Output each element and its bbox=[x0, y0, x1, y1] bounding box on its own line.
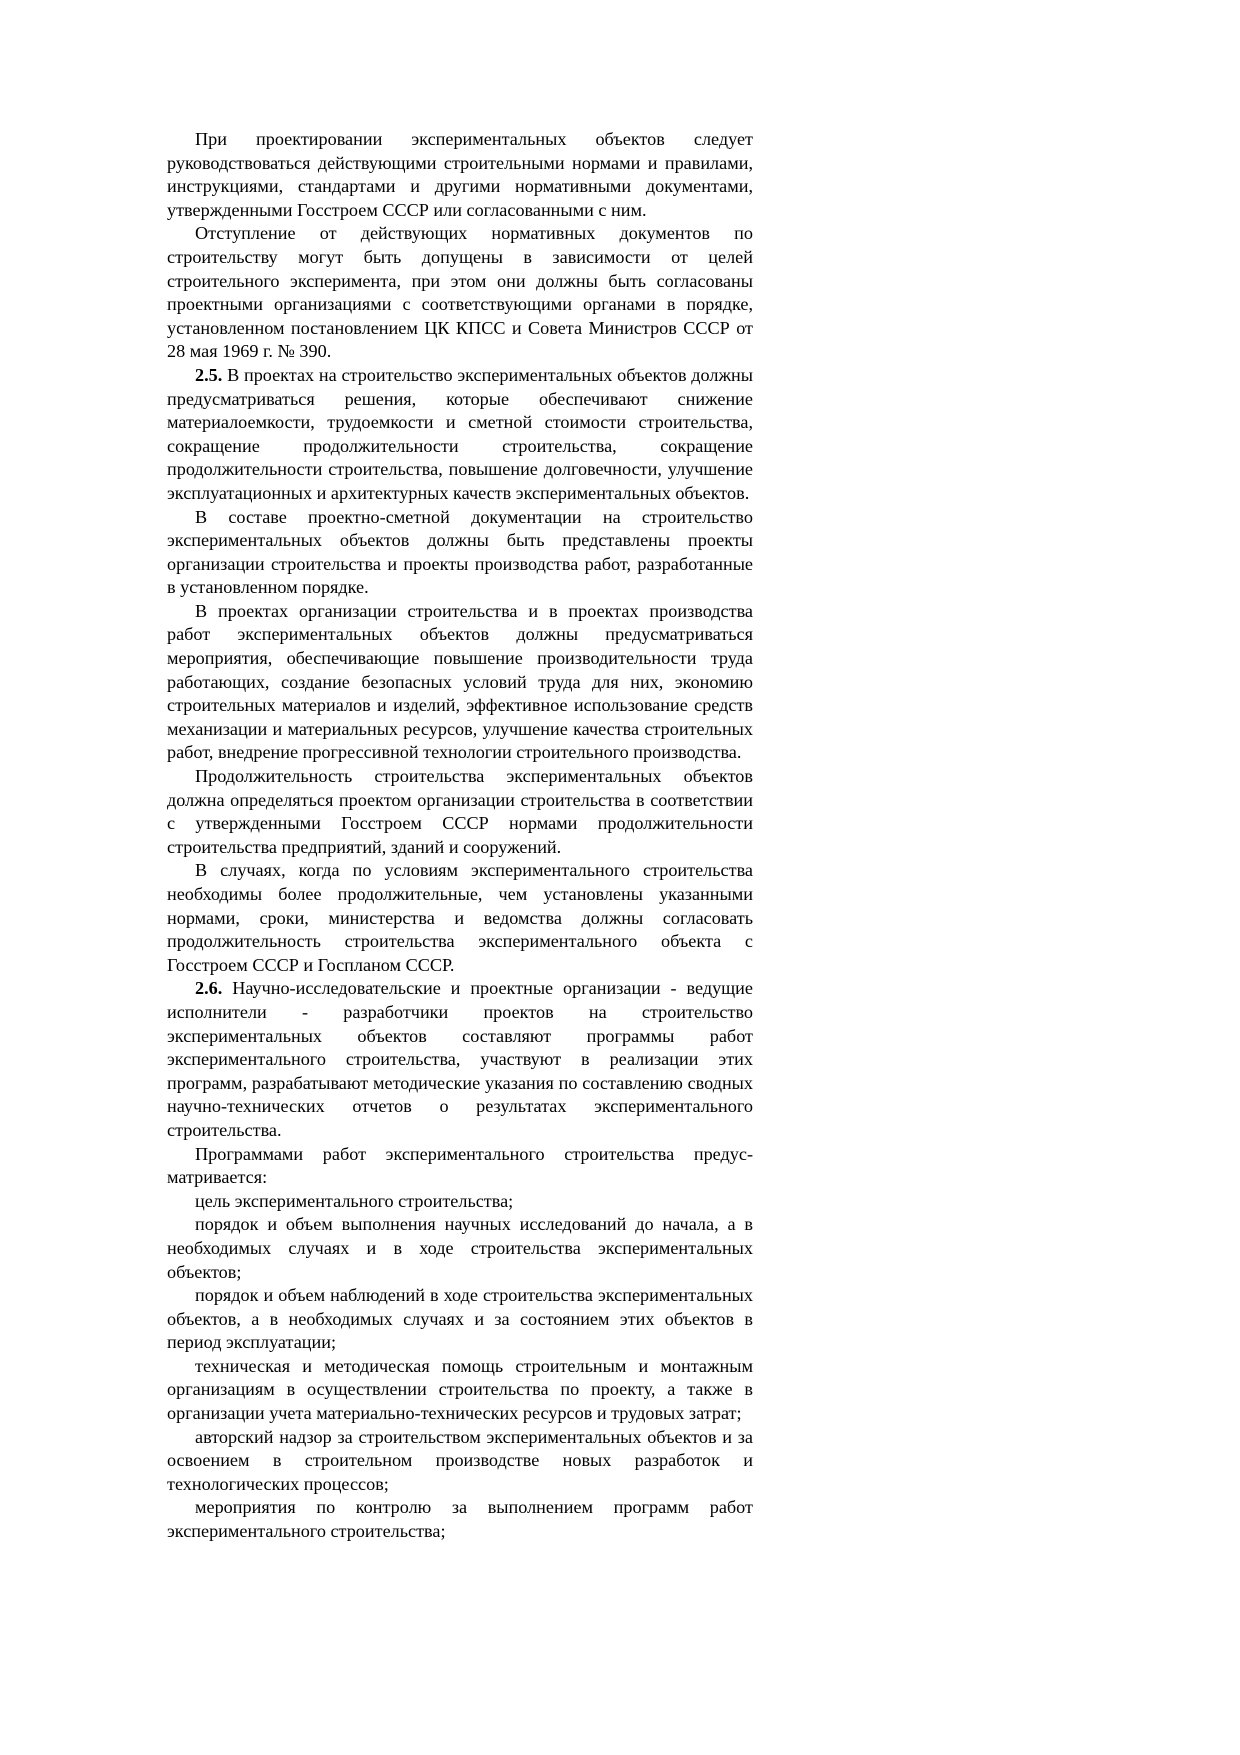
paragraph-text: В составе проектно-сметной документации на строительство экспериментальных объектов должны быть представлены проекты организации строительства и проекты производства работ, разработанные в установленном порядке. bbox=[167, 506, 753, 598]
paragraph bbox=[167, 859, 753, 977]
paragraph-text: Научно-исследовательские и проектные организации - ведущие исполнители - разработчики проектов на строительство экспериментальных объектов составляют программы работ экспериментального строительства, участвуют в реализации этих программ, разрабатывают методические указания по составлению сводных научно-технических отчетов о результатах экспериментального строительства. bbox=[167, 978, 753, 1140]
paragraph-number: 2.6. bbox=[195, 978, 223, 999]
list-item bbox=[167, 1213, 753, 1284]
list-item-text: порядок и объем выполнения научных исследований до начала, а в необходимых случаях и в ходе строительства экспериментальных объектов; bbox=[167, 1214, 753, 1282]
list-item bbox=[167, 1496, 753, 1543]
list-item bbox=[167, 1426, 753, 1497]
paragraph bbox=[167, 600, 753, 765]
paragraph-text: Программами работ экспериментального строительства предусматривается: bbox=[167, 1143, 753, 1188]
list-item-text: авторский надзор за строительством экспериментальных объектов и за освоением в строительном производстве новых разработок и технологических процессов; bbox=[167, 1426, 753, 1494]
list-item-text: цель экспериментального строительства; bbox=[195, 1190, 514, 1211]
list-item bbox=[167, 1284, 753, 1355]
paragraph-text: Продолжительность строительства экспериментальных объектов должна определяться проектом организации строительства в соответствии с утвержденными Госстроем СССР нормами продолжительности строительства предприятий, зданий и сооружений. bbox=[167, 766, 753, 857]
paragraph-text: В проектах на строительство экспериментальных объектов должны предусматриваться решения, которые обеспечивают снижение материалоемкости, трудоемкости и сметной стоимости строительства, сокращение продолжительности строительства, сокращение продолжительности строительства, повышение долговечности, улучшение эксплуатационных и архитектурных качеств экспериментальных объектов. bbox=[167, 364, 754, 503]
paragraph bbox=[167, 128, 753, 222]
paragraph bbox=[167, 765, 753, 859]
document-text-column bbox=[167, 128, 753, 1544]
paragraph-text: Отступление от действующих нормативных документов по строительству могут быть допущены в зависимости от целей строительного эксперимента, при этом они должны быть согласованы проектными организациями с соответствующими органами в порядке, установленном постановлением ЦК КПСС и Совета Министров СССР от 28 мая 1969 г. № 390. bbox=[167, 223, 753, 362]
list-item-text: техническая и методическая помощь строительным и монтажным организациям в осуществлении строительства по проекту, а также в организации учета материально-технических ресурсов и трудовых затрат; bbox=[167, 1355, 753, 1424]
numbered-paragraph bbox=[167, 977, 753, 1142]
paragraph-number: 2.5. bbox=[195, 364, 223, 385]
list-item bbox=[167, 1355, 753, 1426]
paragraph-text: При проектировании экспериментальных объектов следует руководствоваться действующими строительными нормами и правилами, инструкциями, стандартами и другими нормативными документами, утвержденными Госстроем СССР или согласованными с ним. bbox=[167, 129, 753, 220]
paragraph-text: В случаях, когда по условиям экспериментального строительства необходимы более продолжительные, чем установлены указанными нормами, сроки, министерства и ведомства должны согласовать продолжительность строительства экспериментального объекта с Госстроем СССР и Госпланом СССР. bbox=[167, 860, 753, 975]
paragraph bbox=[167, 506, 753, 600]
paragraph bbox=[167, 222, 753, 364]
paragraph bbox=[167, 1143, 753, 1190]
list-item bbox=[167, 1190, 753, 1214]
list-item-text: мероприятия по контролю за выполнением программ работ экспериментального строительства; bbox=[167, 1497, 753, 1542]
list-item-text: порядок и объем наблюдений в ходе строительства экспериментальных объектов, а в необходимых случаях и за состоянием этих объектов в период эксплуатации; bbox=[167, 1285, 753, 1353]
paragraph-text: В проектах организации строительства и в проектах производства работ экспериментальных объектов должны предусматриваться мероприятия, обеспечивающие повышение производительности труда работающих, создание безопасных условий труда для них, экономию строительных материалов и изделий, эффективное использование средств механизации и материальных ресурсов, улучшение качества строительных работ, внедрение прогрессивной технологии строительного производства. bbox=[167, 600, 753, 763]
numbered-paragraph bbox=[167, 364, 753, 506]
